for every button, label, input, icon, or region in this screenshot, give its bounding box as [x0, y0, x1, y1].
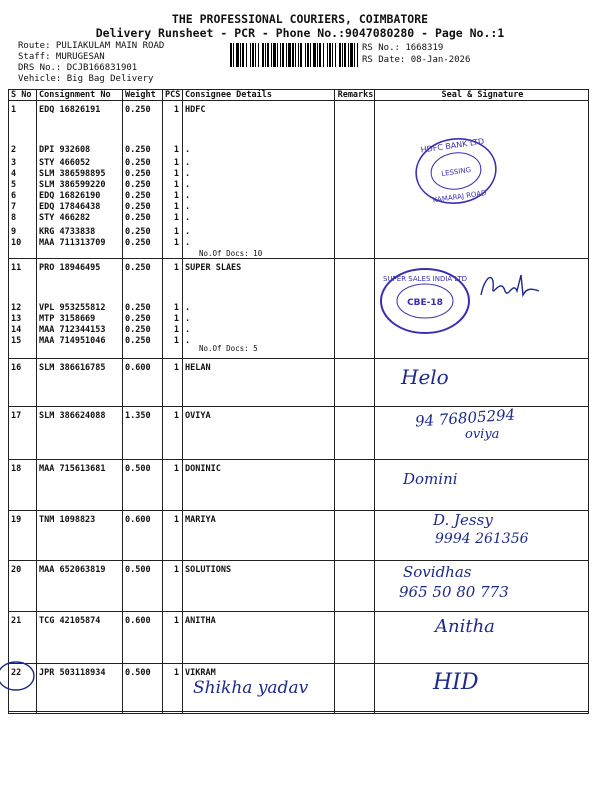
table-bottom-rule: [8, 711, 588, 712]
barcode-bar: [344, 43, 346, 67]
sno-cell: 12: [11, 303, 22, 313]
consignment-number: MTP 3158669: [39, 314, 96, 324]
barcode-bar: [286, 43, 287, 67]
consignment-number: JPR 503118934: [39, 668, 106, 678]
weight-value: 0.250: [125, 213, 151, 223]
table-row: [9, 511, 589, 561]
pcs-value: 1: [173, 263, 179, 273]
barcode-bar: [273, 43, 276, 67]
barcode-bar: [298, 43, 299, 67]
sno-cell: 18: [11, 464, 22, 474]
consignment-number: STY 466052: [39, 158, 91, 168]
weight-value: 0.250: [125, 314, 151, 324]
pcs-value: 1: [173, 202, 179, 212]
pcs-value: 1: [173, 105, 179, 115]
consignment-number: VPL 953255812: [39, 303, 106, 313]
consignee-name: DONINIC: [185, 464, 221, 474]
handwritten-signature: Sovidhas: [403, 563, 472, 581]
group-row-hdfc: [9, 101, 589, 259]
pcs-value: 1: [173, 363, 179, 373]
handwritten-signature: 965 50 80 773: [399, 583, 509, 601]
barcode-bar: [342, 43, 343, 67]
docs-count: No.Of Docs: 5: [199, 344, 258, 353]
consignee-name: .: [185, 325, 191, 335]
pcs-value: 1: [173, 411, 179, 421]
consignment-number: EDQ 16826191: [39, 105, 101, 115]
consignee-name: .: [185, 336, 191, 346]
consignment-number: MAA 652063819: [39, 565, 106, 575]
barcode-bar: [329, 43, 331, 67]
barcode-bar: [295, 43, 296, 67]
consignee-name: .: [185, 169, 191, 179]
col-consignment: Consignment No: [37, 90, 123, 101]
barcode-bar: [282, 43, 284, 67]
group-row-super-sales: [9, 259, 589, 359]
hand-circle-mark: [0, 656, 40, 696]
barcode-bar: [246, 43, 247, 67]
weight-value: 0.500: [125, 464, 151, 474]
consignment-number: SLM 386616785: [39, 363, 106, 373]
consignee-name: ANITHA: [185, 616, 216, 626]
consignee-name: MARIYA: [185, 515, 216, 525]
table-row: [9, 460, 589, 511]
handwritten-signature: Domini: [403, 470, 458, 488]
signature-mark: [475, 267, 545, 307]
barcode-bar: [348, 43, 349, 67]
weight-value: 0.250: [125, 191, 151, 201]
handwritten-signature: Helo: [401, 365, 449, 389]
handwritten-signature: oviya: [465, 427, 500, 442]
consignee-name: .: [185, 303, 191, 313]
pcs-value: 1: [173, 227, 179, 237]
barcode-bar: [230, 43, 232, 67]
super-sales-stamp-inner: CBE-18: [407, 298, 443, 308]
consignment-number: MAA 711313709: [39, 238, 106, 248]
consignment-number: MAA 715613681: [39, 464, 106, 474]
weight-value: 0.600: [125, 363, 151, 373]
pcs-value: 1: [173, 325, 179, 335]
weight-value: 0.500: [125, 565, 151, 575]
consignee-name: .: [185, 202, 191, 212]
drs-label: DRS No.: DCJB166831901: [18, 63, 138, 73]
col-weight: Weight: [123, 90, 163, 101]
weight-value: 0.250: [125, 145, 151, 155]
consignment-number: PRO 18946495: [39, 263, 101, 273]
handwritten-signature: 94 76805294: [414, 405, 516, 431]
barcode-bar: [255, 43, 256, 67]
consignee-name: .: [185, 213, 191, 223]
pcs-value: 1: [173, 668, 179, 678]
barcode-bar: [317, 43, 318, 67]
pcs-value: 1: [173, 191, 179, 201]
hdfc-stamp-bottom: KAMARAJ ROAD: [432, 189, 487, 205]
barcode-bar: [258, 43, 259, 67]
consignee-name: .: [185, 180, 191, 190]
barcode-bar: [242, 43, 244, 67]
hdfc-stamp-top: HDFC BANK LTD: [420, 136, 485, 155]
table-row: [9, 359, 589, 407]
sno-cell: 14: [11, 325, 22, 335]
weight-value: 0.600: [125, 616, 151, 626]
pcs-value: 1: [173, 169, 179, 179]
consignee-name: SOLUTIONS: [185, 565, 232, 575]
docs-count: No.Of Docs: 10: [199, 249, 263, 258]
sno-cell: 13: [11, 314, 22, 324]
barcode-bar: [319, 43, 321, 67]
barcode-bar: [305, 43, 306, 67]
hdfc-stamp: [411, 131, 501, 211]
handwritten-signature: D. Jessy: [433, 511, 493, 529]
sno-cell: 20: [11, 565, 22, 575]
weight-value: 0.250: [125, 263, 151, 273]
table-row: [9, 407, 589, 460]
barcode-bar: [357, 43, 358, 67]
col-pcs: PCS: [163, 90, 183, 101]
barcode-bar: [300, 43, 302, 67]
rs-date: RS Date: 08-Jan-2026: [362, 55, 471, 65]
consignment-number: EDQ 16826190: [39, 191, 101, 201]
staff-label: Staff: MURUGESAN: [18, 52, 105, 62]
table-row: [9, 561, 589, 612]
barcode-bar: [267, 43, 269, 67]
sno-cell: 10: [11, 238, 22, 248]
col-seal: Seal & Signature: [375, 90, 589, 101]
sno-cell: 15: [11, 336, 22, 346]
barcode-bar: [271, 43, 272, 67]
barcode-bar: [339, 43, 341, 67]
runsheet-subtitle: Delivery Runsheet - PCR - Phone No.:9047080280 - Page No.:1: [95, 26, 505, 40]
handwritten-note: Shikha yadav: [193, 678, 309, 698]
sno-cell: 17: [11, 411, 22, 421]
barcode-bar: [288, 43, 291, 67]
barcode-bar: [307, 43, 309, 67]
sno-cell: 11: [11, 263, 22, 273]
weight-value: 0.250: [125, 180, 151, 190]
rs-number: RS No.: 1668319: [362, 43, 444, 53]
barcode-bar: [354, 43, 355, 67]
consignee-name: .: [185, 191, 191, 201]
consignment-number: SLM 386599220: [39, 180, 106, 190]
pcs-value: 1: [173, 238, 179, 248]
pcs-value: 1: [173, 616, 179, 626]
consignment-number: SLM 386598895: [39, 169, 106, 179]
pcs-value: 1: [173, 213, 179, 223]
barcode-bar: [233, 43, 234, 67]
consignee-name: .: [185, 227, 191, 237]
consignment-number: EDQ 17846438: [39, 202, 101, 212]
weight-value: 0.250: [125, 202, 151, 212]
sno-cell: 3: [11, 158, 17, 168]
consignment-number: KRG 4733838: [39, 227, 96, 237]
barcode-bar: [292, 43, 294, 67]
super-sales-stamp-outer: SUPER SALES INDIA LTD: [382, 275, 468, 283]
consignment-number: MAA 712344153: [39, 325, 106, 335]
sno-cell: 19: [11, 515, 22, 525]
handwritten-signature: HID: [433, 670, 479, 695]
pcs-value: 1: [173, 314, 179, 324]
sno-cell: 6: [11, 191, 17, 201]
table-header-row: [9, 90, 589, 101]
pcs-value: 1: [173, 145, 179, 155]
sno-cell: 16: [11, 363, 22, 373]
barcode-bar: [252, 43, 254, 67]
pcs-value: 1: [173, 336, 179, 346]
weight-value: 0.250: [125, 105, 151, 115]
barcode-bar: [327, 43, 328, 67]
consignment-number: DPI 932608: [39, 145, 91, 155]
company-title: THE PROFESSIONAL COURIERS, COIMBATORE: [171, 12, 429, 26]
consignee-name: SUPER SLAES: [185, 263, 242, 273]
barcode-bar: [250, 43, 251, 67]
consignment-number: TNM 1098823: [39, 515, 96, 525]
weight-value: 0.250: [125, 169, 151, 179]
sno-cell: 7: [11, 202, 17, 212]
pcs-value: 1: [173, 515, 179, 525]
sno-cell: 4: [11, 169, 17, 179]
consignee-name: HDFC: [185, 105, 206, 115]
consignee-name: VIKRAM: [185, 668, 216, 678]
runsheet-table: [8, 89, 589, 714]
weight-value: 0.500: [125, 668, 151, 678]
handwritten-signature: 9994 261356: [435, 531, 529, 547]
consignee-name: .: [185, 314, 191, 324]
weight-value: 0.250: [125, 303, 151, 313]
col-sno: S No: [9, 90, 37, 101]
barcode-bar: [313, 43, 316, 67]
consignment-number: STY 466282: [39, 213, 91, 223]
weight-value: 0.250: [125, 336, 151, 346]
weight-value: 0.250: [125, 158, 151, 168]
barcode-bar: [240, 43, 241, 67]
barcode-bar: [277, 43, 278, 67]
pcs-value: 1: [173, 303, 179, 313]
barcode: [230, 43, 358, 67]
barcode-bar: [323, 43, 324, 67]
handwritten-signature: Anitha: [435, 616, 495, 637]
vehicle-label: Vehicle: Big Bag Delivery: [18, 74, 154, 84]
weight-value: 0.600: [125, 515, 151, 525]
sno-cell: 1: [11, 105, 17, 115]
barcode-bar: [335, 43, 336, 67]
consignee-name: OVIYA: [185, 411, 211, 421]
barcode-bar: [280, 43, 281, 67]
pcs-value: 1: [173, 158, 179, 168]
sno-cell: 9: [11, 227, 17, 237]
weight-value: 0.250: [125, 238, 151, 248]
table-row: [9, 612, 589, 664]
sno-cell: 22: [11, 668, 22, 678]
consignment-number: TCG 42105874: [39, 616, 101, 626]
weight-value: 0.250: [125, 227, 151, 237]
consignee-name: .: [185, 238, 191, 248]
barcode-bar: [265, 43, 266, 67]
consignment-number: MAA 714951046: [39, 336, 106, 346]
consignee-name: .: [185, 145, 191, 155]
col-remarks: Remarks: [335, 90, 375, 101]
hdfc-stamp-middle: LESSING: [440, 165, 472, 179]
pcs-value: 1: [173, 565, 179, 575]
super-sales-stamp: [377, 265, 473, 337]
barcode-bar: [332, 43, 333, 67]
barcode-bar: [310, 43, 311, 67]
pcs-value: 1: [173, 464, 179, 474]
table-row: [9, 664, 589, 714]
col-consignee: Consignee Details: [183, 90, 335, 101]
route-label: Route: PULIAKULAM MAIN ROAD: [18, 41, 165, 51]
barcode-bar: [262, 43, 264, 67]
weight-value: 0.250: [125, 325, 151, 335]
sno-cell: 2: [11, 145, 17, 155]
barcode-bar: [350, 43, 353, 67]
sno-cell: 8: [11, 213, 17, 223]
consignee-name: .: [185, 158, 191, 168]
weight-value: 1.350: [125, 411, 151, 421]
sno-cell: 21: [11, 616, 22, 626]
consignee-name: HELAN: [185, 363, 211, 373]
sno-cell: 5: [11, 180, 17, 190]
consignment-number: SLM 386624088: [39, 411, 106, 421]
pcs-value: 1: [173, 180, 179, 190]
barcode-bar: [236, 43, 239, 67]
